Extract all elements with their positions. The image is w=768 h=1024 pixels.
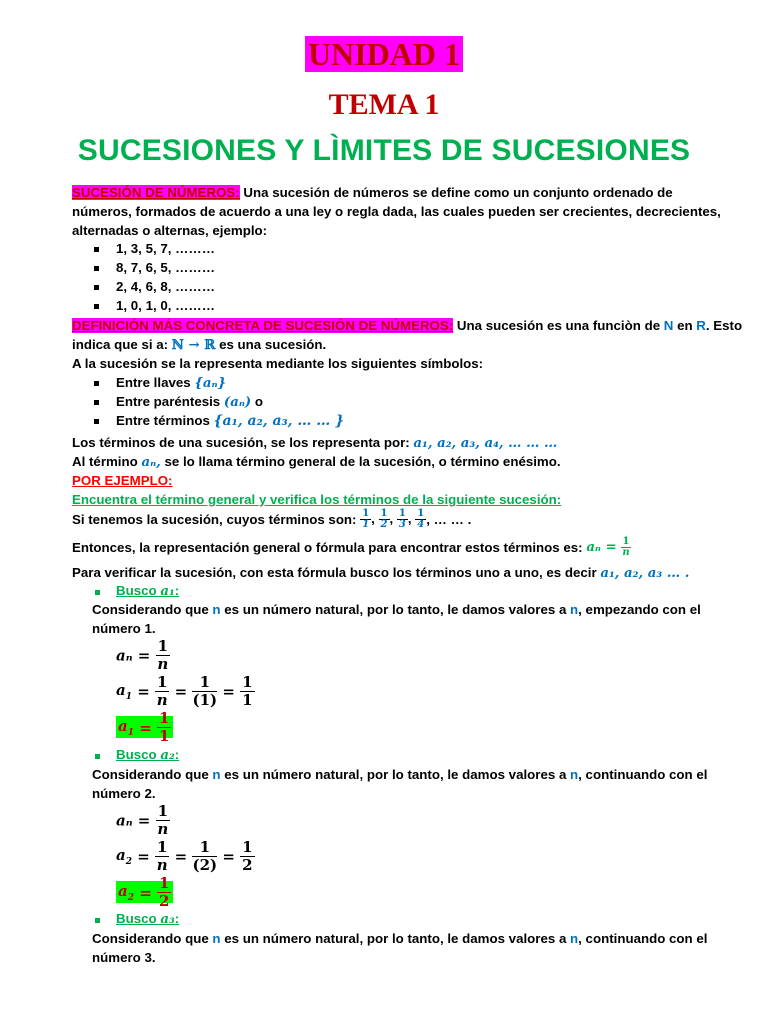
fraction: $\frac{1}{n}$ [156, 673, 168, 709]
example-list [92, 241, 215, 317]
topic-heading: TEMA 1 [328, 88, 440, 121]
formula-an: aₙ = $\frac{1}{n}$ [116, 637, 169, 673]
fraction: $\frac{1}{3}$ [398, 508, 406, 530]
symbols-intro: A la sucesión se la representa mediante los siguientes símbolos: [72, 356, 484, 371]
general-term-line: Al término aₙ, se lo llama término general de la sucesión, o término enésimo. [72, 454, 561, 470]
list-item: Entre llaves {aₙ} [92, 375, 344, 394]
symbols-list [92, 375, 344, 435]
bullet-icon [95, 918, 100, 923]
intro-text: Una sucesión de números se define como un conjunto ordenado de números, formados de acuerdo a una ley o regla dada, las cuales pueden ser crecientes, decrecientes, alternadas o alternas, ejemplo: [72, 185, 721, 238]
list-item: 1, 3, 5, 7, ……… [92, 241, 215, 260]
verify-line: Para verificar la sucesión, con esta fórmula busco los términos uno a uno, es decir a₁, a₂, a₃ … . [72, 565, 690, 581]
step2-equation: $a_2$ = $\frac{1}{n}$ = $\frac{1}{(2)}$ = $\frac{1}{2}$ [116, 838, 253, 874]
intro-label: SUCESIÓN DE NÚMEROS: [72, 185, 240, 200]
representation-line: Entonces, la representación general o fórmula para encontrar estos términos es: aₙ = $\frac{1}{n}$ [72, 536, 630, 558]
step1-text: Considerando que n es un número natural, por lo tanto, le damos valores a n, empezando con el [92, 602, 701, 617]
fraction: $\frac{1}{n}$ [157, 802, 169, 838]
fraction: $\frac{1}{1}$ [362, 508, 370, 530]
step2-text-2: número 2. [92, 786, 156, 801]
step2-text: Considerando que n es un número natural, por lo tanto, le damos valores a n, continuando con el [92, 767, 708, 782]
list-item: 2, 4, 6, 8, ……… [92, 279, 215, 298]
step1-equation: $a_1$ = $\frac{1}{n}$ = $\frac{1}{(1)}$ = $\frac{1}{1}$ [116, 673, 253, 709]
unit-heading [0, 36, 768, 73]
bullet-icon [94, 266, 99, 271]
sequence-line: Si tenemos la sucesión, cuyos términos son: $\frac{1}{1}$ , $\frac{1}{2}$ , $\frac{1}{3}$ , $\frac{1}{4}$ , … … . [72, 508, 472, 530]
fraction: $\frac{1}{1}$ [242, 673, 253, 709]
bullet-icon [94, 400, 99, 405]
intro-paragraph [72, 183, 722, 240]
fraction: $\frac{1}{1}$ [159, 709, 170, 745]
task-line: Encuentra el término general y verifica los términos de la siguiente sucesión: [72, 492, 562, 507]
bullet-icon [94, 304, 99, 309]
bullet-icon [94, 247, 99, 252]
fraction: $\frac{1}{(2)}$ [192, 838, 218, 874]
definition-label: DEFINICIÓN MÁS CONCRETA DE SUCESIÓN DE NÚMEROS: [72, 318, 454, 333]
fraction: $\frac{1}{2}$ [242, 838, 253, 874]
unit-heading-text: UNIDAD 1 [305, 36, 463, 72]
fraction: $\frac{1}{n}$ [156, 838, 168, 874]
list-item: Entre términos {a₁, a₂, a₃, … … } [92, 413, 344, 435]
bullet-icon [95, 754, 100, 759]
list-item: Entre paréntesis (aₙ) o [92, 394, 344, 413]
fraction: $\frac{1}{4}$ [417, 508, 425, 530]
step1-result: $a_1$ = $\frac{1}{1}$ [116, 710, 173, 745]
step3-text: Considerando que n es un número natural, por lo tanto, le damos valores a n, continuando con el [92, 931, 708, 946]
bullet-icon [95, 590, 100, 595]
fraction: $\frac{1}{n}$ [622, 536, 630, 558]
bullet-icon [94, 285, 99, 290]
fraction: $\frac{1}{2}$ [380, 508, 388, 530]
step1-title: Busco a₁: [116, 583, 180, 599]
step1-text-2: número 1. [92, 621, 156, 636]
step2-result: $a_2$ = $\frac{1}{2}$ [116, 875, 173, 910]
example-header: POR EJEMPLO: [72, 473, 173, 488]
step3-title: Busco a₃: [116, 911, 180, 927]
fraction: $\frac{1}{2}$ [159, 874, 170, 910]
step2-title: Busco a₂: [116, 747, 180, 763]
list-item: 8, 7, 6, 5, ……… [92, 260, 215, 279]
terms-line: Los términos de una sucesión, se los representa por: a₁, a₂, a₃, a₄, … … … [72, 435, 558, 451]
bullet-icon [94, 419, 99, 424]
formula-an: aₙ = $\frac{1}{n}$ [116, 802, 169, 838]
bullet-icon [94, 381, 99, 386]
step3-text-2: número 3. [92, 950, 156, 965]
list-item: 1, 0, 1, 0, ……… [92, 298, 215, 317]
definition-line: DEFINICIÓN MÁS CONCRETA DE SUCESIÓN DE NÚMEROS: Una sucesión es una funciòn de N en R. Esto [72, 318, 743, 333]
definition-line-2: indica que si a: ℕ → ℝ es una sucesión. [72, 337, 327, 353]
page-title: SUCESIONES Y LÌMITES DE SUCESIONES [77, 134, 691, 167]
fraction: $\frac{1}{(1)}$ [192, 673, 218, 709]
fraction: $\frac{1}{n}$ [157, 637, 169, 673]
